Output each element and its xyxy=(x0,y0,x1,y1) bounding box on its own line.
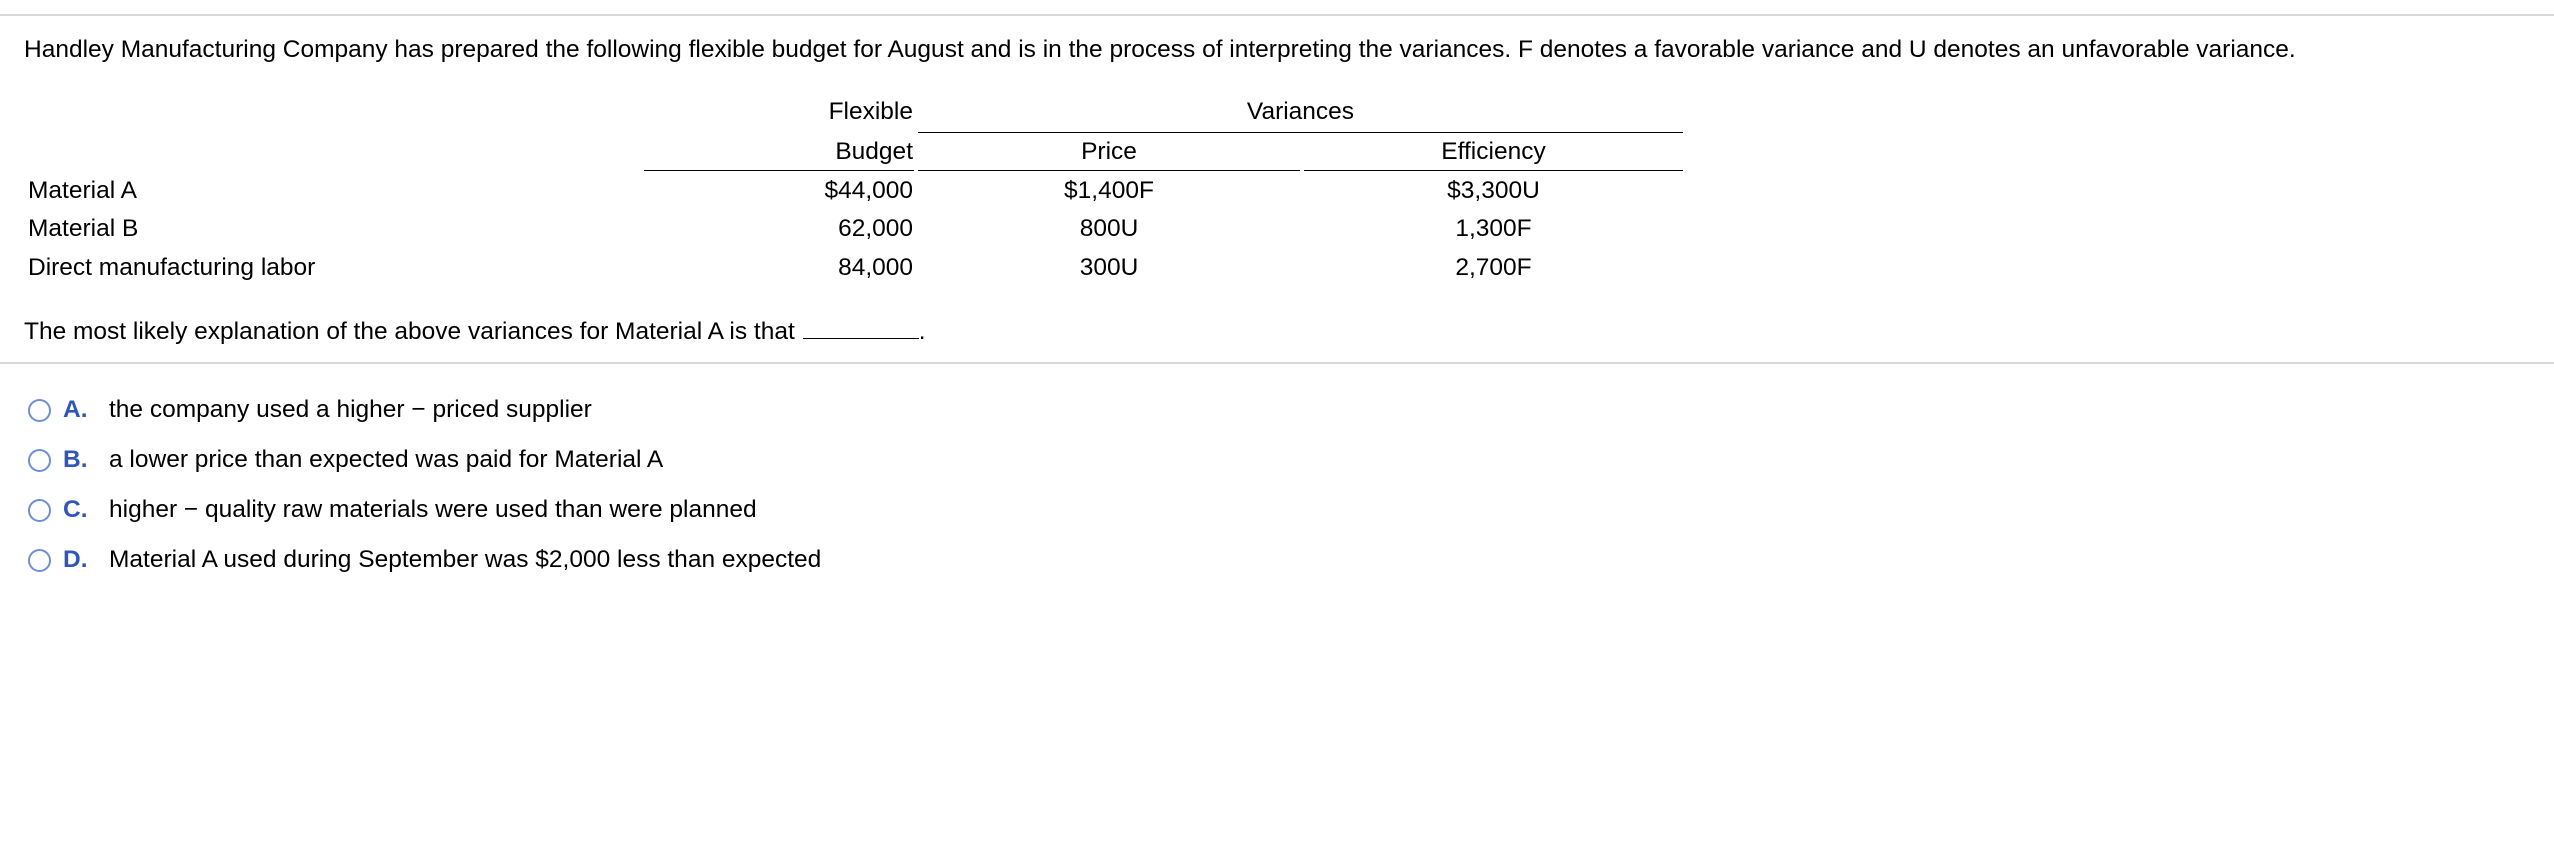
efficiency-variance: 1,300F xyxy=(1455,215,1532,242)
budget-underline xyxy=(644,170,914,171)
radio-button-icon[interactable] xyxy=(28,549,51,572)
price-underline xyxy=(918,170,1300,171)
price-variance: 800U xyxy=(1079,215,1139,242)
price-variance: $1,400F xyxy=(1064,177,1154,204)
header-flexible: Flexible xyxy=(828,98,913,125)
answer-blank xyxy=(803,316,919,339)
problem-statement: Handley Manufacturing Company has prepared the following flexible budget for August and is in the process of interpreting the variances. F denotes a favorable variance and U denotes an unfavorable variance. xyxy=(24,36,2296,63)
efficiency-variance: $3,300U xyxy=(1447,177,1540,204)
option-text[interactable]: Material A used during September was $2,000 less than expected xyxy=(109,546,822,573)
efficiency-variance: 2,700F xyxy=(1455,254,1532,281)
row-label: Direct manufacturing labor xyxy=(28,254,316,281)
row-label: Material B xyxy=(28,215,139,242)
question-divider xyxy=(0,362,2554,364)
efficiency-underline xyxy=(1304,170,1683,171)
option-letter: A. xyxy=(63,396,88,423)
radio-button-icon[interactable] xyxy=(28,449,51,472)
option-text[interactable]: higher − quality raw materials were used than were planned xyxy=(109,496,757,523)
option-text[interactable]: a lower price than expected was paid for Material A xyxy=(109,446,664,473)
budget-value: $44,000 xyxy=(824,177,913,204)
question-prompt xyxy=(24,316,926,346)
flexible-budget-table xyxy=(0,0,2554,300)
header-budget: Budget xyxy=(835,138,913,165)
radio-button-icon[interactable] xyxy=(28,499,51,522)
option-letter: B. xyxy=(63,446,88,473)
option-letter: D. xyxy=(63,546,88,573)
header-variances: Variances xyxy=(1246,98,1355,125)
variances-underline xyxy=(918,132,1683,133)
radio-button-icon[interactable] xyxy=(28,399,51,422)
budget-value: 62,000 xyxy=(838,215,913,242)
price-variance: 300U xyxy=(1079,254,1139,281)
answer-option-d[interactable] xyxy=(28,543,821,577)
row-label: Material A xyxy=(28,177,137,204)
header-price: Price xyxy=(1081,138,1137,165)
budget-value: 84,000 xyxy=(838,254,913,281)
header-efficiency: Efficiency xyxy=(1441,138,1546,165)
question-text: The most likely explanation of the above variances for Material A is that xyxy=(24,318,795,345)
answer-option-b[interactable] xyxy=(28,443,663,477)
option-letter: C. xyxy=(63,496,88,523)
answer-option-c[interactable] xyxy=(28,493,757,527)
option-text[interactable]: the company used a higher − priced supplier xyxy=(109,396,592,423)
question-end: . xyxy=(918,318,926,345)
answer-option-a[interactable] xyxy=(28,393,592,427)
